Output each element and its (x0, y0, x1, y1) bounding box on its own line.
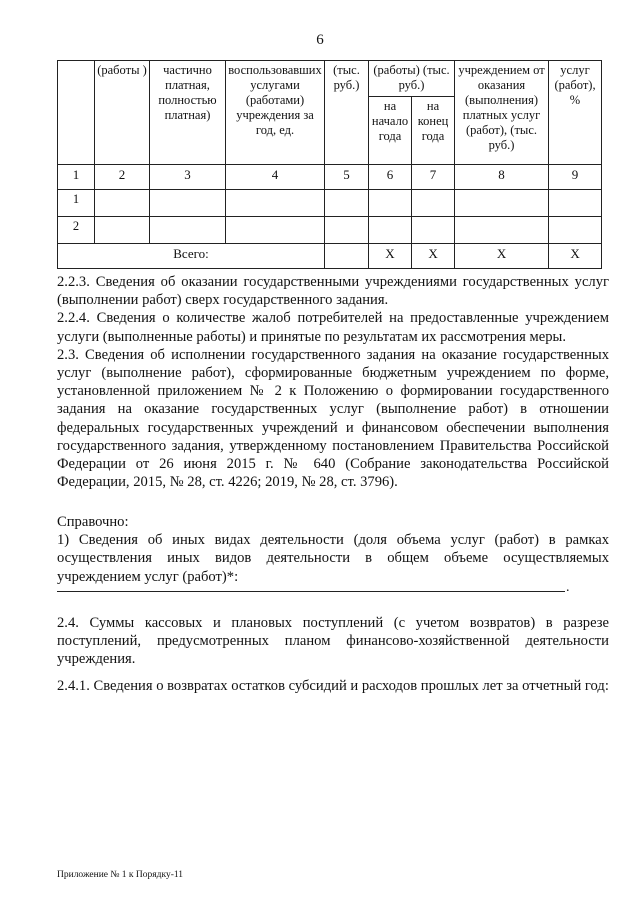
column-number: 2 (95, 165, 150, 190)
row-number: 1 (58, 190, 95, 217)
column-number: 7 (412, 165, 455, 190)
paragraph-2-2-3: 2.2.3. Сведения об оказании государственными учреждениями государственных услуг (выполнении работ) сверх государственного задания. (57, 274, 609, 309)
total-row (58, 244, 602, 269)
header-cell: (работы ) (95, 61, 150, 165)
footer-note: Приложение № 1 к Порядку-11 (57, 870, 184, 880)
subheader-cell: на начало года (369, 97, 412, 165)
row-number: 2 (58, 217, 95, 244)
paragraph-2-4-1: 2.4.1. Сведения о возвратах остатков субсидий и расходов прошлых лет за отчетный год: (57, 678, 609, 694)
page-number: 6 (316, 32, 324, 48)
subheader-cell: на конец года (412, 97, 455, 165)
reference-item-1: 1) Сведения об иных видах деятельности (доля объема услуг (работ) в рамках осуществления иных видов деятельности в общем объеме осуществляемых учреждением услуг (работ)*: (57, 532, 609, 585)
header-cell: учреждением от оказания (выполнения) платных услуг (работ), (тыс. руб.) (455, 61, 549, 165)
fill-in-line (57, 591, 565, 592)
column-number: 3 (150, 165, 226, 190)
reference-label: Справочно: (57, 514, 129, 530)
line-end-dot: . (566, 580, 570, 595)
section-2-2-block (57, 273, 609, 491)
header-cell: услуг (работ), % (549, 61, 602, 165)
table-row (58, 190, 602, 217)
paragraph-2-4: 2.4. Суммы кассовых и плановых поступлений (с учетом возвратов) в разрезе поступлений, предусмотренных планом финансово-хозяйственной деятельности учреждения. (57, 615, 609, 668)
header-cell: воспользовавших услугами (работами) учреждения за год, ед. (226, 61, 325, 165)
column-number-row (58, 165, 602, 190)
column-number: 5 (325, 165, 369, 190)
table-row (58, 217, 602, 244)
header-cell: (тыс. руб.) (325, 61, 369, 165)
reference-block (57, 513, 609, 586)
services-table (57, 60, 602, 269)
column-number: 4 (226, 165, 325, 190)
column-number: 9 (549, 165, 602, 190)
total-mark: X (412, 244, 455, 269)
total-label: Всего: (58, 244, 325, 269)
header-cell: частично платная, полностью платная) (150, 61, 226, 165)
column-number: 1 (58, 165, 95, 190)
header-cell: (работы) (тыс. руб.) (369, 61, 455, 97)
column-number: 6 (369, 165, 412, 190)
paragraph-2-2-4: 2.2.4. Сведения о количестве жалоб потребителей на предоставленные учреждением услуги (выполненные работы) и принятые по результатам их рассмотрения меры. (57, 310, 609, 345)
total-mark: X (369, 244, 412, 269)
total-mark: X (455, 244, 549, 269)
column-number: 8 (455, 165, 549, 190)
paragraph-2-3: 2.3. Сведения об исполнении государственного задания на оказание государственных услуг (выполнение работ), сформированные бюджетным учреждением по форме, установленной приложением № 2 к Положению о формировании государственного задания на оказание государственных услуг (выполнение работ) в отношении федеральных государственных учреждений и финансовом обеспечении выполнения государственного задания, утвержденному постановлением Правительства Российской Федерации от 26 июня 2015 г. № 640 (Собрание законодательства Российской Федерации, 2015, № 28, ст. 4226; 2019, № 28, ст. 3796). (57, 346, 609, 491)
total-mark: X (549, 244, 602, 269)
header-cell (58, 61, 95, 165)
